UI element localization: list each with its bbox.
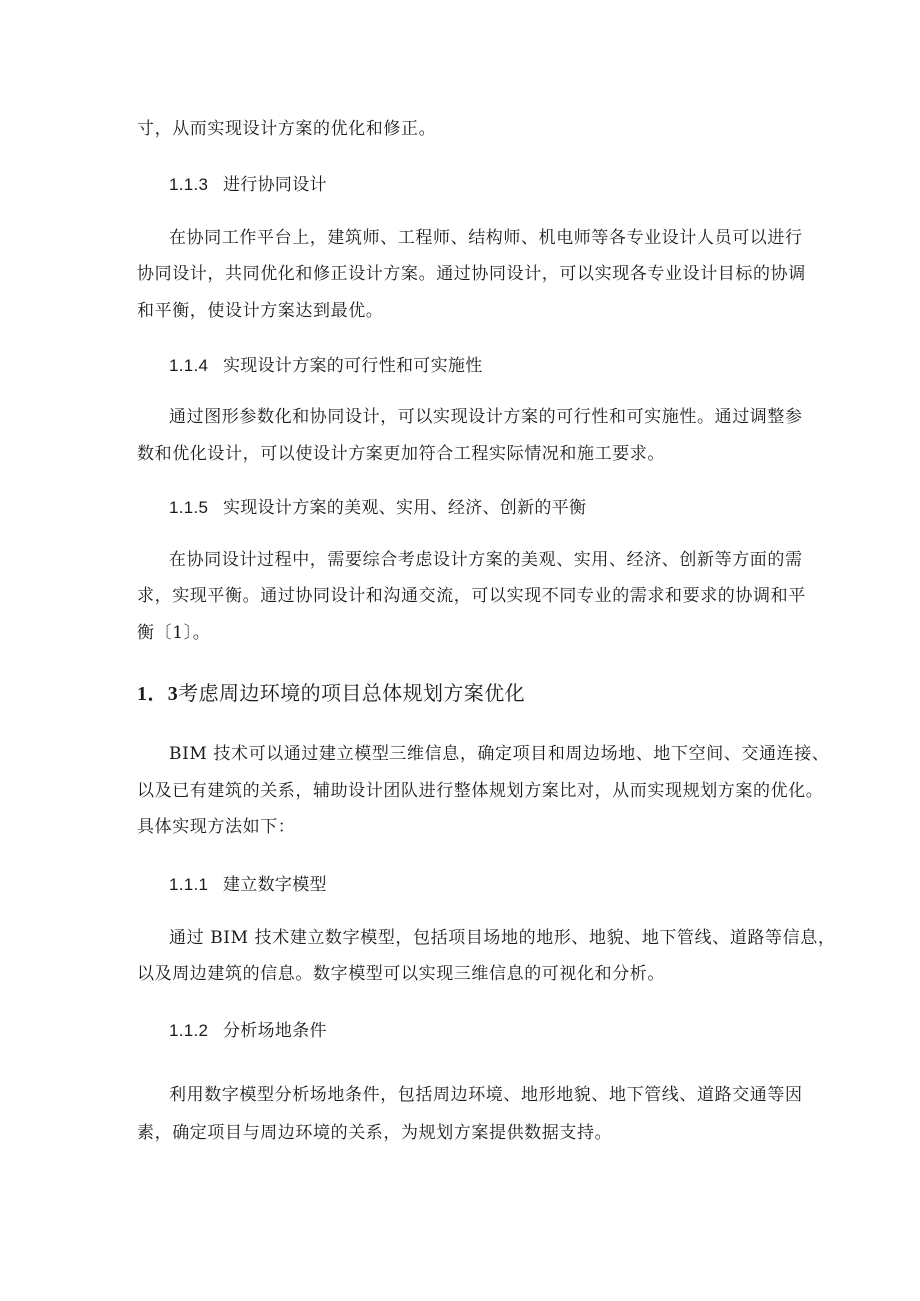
paragraph-line: 素，确定项目与周边环境的关系，为规划方案提供数据支持。 [137, 1123, 613, 1143]
subheading-1-1-1 [169, 874, 327, 896]
subheading-1-1-5 [169, 497, 586, 519]
paragraph-line: 利用数字模型分析场地条件，包括周边环境、地形地貌、地下管线、道路交通等因 [169, 1085, 803, 1105]
paragraph-line: 通过 BIM 技术建立数字模型，包括项目场地的地形、地貌、地下管线、道路等信息， [169, 928, 836, 948]
subheading-title: 建立数字模型 [223, 875, 327, 895]
section-title: 考虑周边环境的项目总体规划方案优化 [178, 681, 526, 705]
section-heading-1-3 [137, 680, 525, 707]
subheading-number: 1.1.3 [169, 175, 209, 194]
subheading-number: 1.1.2 [169, 1021, 209, 1040]
subheading-1-1-2 [169, 1020, 327, 1042]
subheading-title: 进行协同设计 [223, 175, 327, 195]
subheading-number: 1.1.4 [169, 356, 209, 375]
paragraph-line: 衡〔1〕。 [137, 623, 211, 643]
paragraph-line: 在协同工作平台上，建筑师、工程师、结构师、机电师等各专业设计人员可以进行 [169, 228, 803, 248]
paragraph-line: 寸，从而实现设计方案的优化和修正。 [137, 119, 437, 139]
subheading-number: 1.1.1 [169, 875, 209, 894]
section-number: 1．3 [137, 683, 179, 705]
subheading-number: 1.1.5 [169, 498, 209, 517]
subheading-title: 分析场地条件 [223, 1021, 327, 1041]
paragraph-line: 在协同设计过程中，需要综合考虑设计方案的美观、实用、经济、创新等方面的需 [169, 550, 803, 570]
paragraph-line: BIM 技术可以通过建立模型三维信息，确定项目和周边场地、地下空间、交通连接、 [169, 744, 830, 764]
subheading-title: 实现设计方案的可行性和可实施性 [223, 356, 483, 376]
subheading-1-1-4 [169, 355, 483, 377]
paragraph-line: 具体实现方法如下： [137, 817, 296, 837]
subheading-title: 实现设计方案的美观、实用、经济、创新的平衡 [223, 498, 587, 518]
paragraph-line: 以及周边建筑的信息。数字模型可以实现三维信息的可视化和分析。 [137, 964, 665, 984]
paragraph-line: 数和优化设计，可以使设计方案更加符合工程实际情况和施工要求。 [137, 444, 665, 464]
paragraph-line: 协同设计，共同优化和修正设计方案。通过协同设计，可以实现各专业设计目标的协调 [137, 264, 806, 284]
paragraph-line: 通过图形参数化和协同设计，可以实现设计方案的可行性和可实施性。通过调整参 [169, 407, 803, 427]
subheading-1-1-3 [169, 174, 327, 196]
paragraph-line: 和平衡，使设计方案达到最优。 [137, 301, 384, 321]
paragraph-line: 求，实现平衡。通过协同设计和沟通交流，可以实现不同专业的需求和要求的协调和平 [137, 586, 806, 606]
paragraph-line: 以及已有建筑的关系，辅助设计团队进行整体规划方案比对，从而实现规划方案的优化。 [137, 781, 824, 801]
